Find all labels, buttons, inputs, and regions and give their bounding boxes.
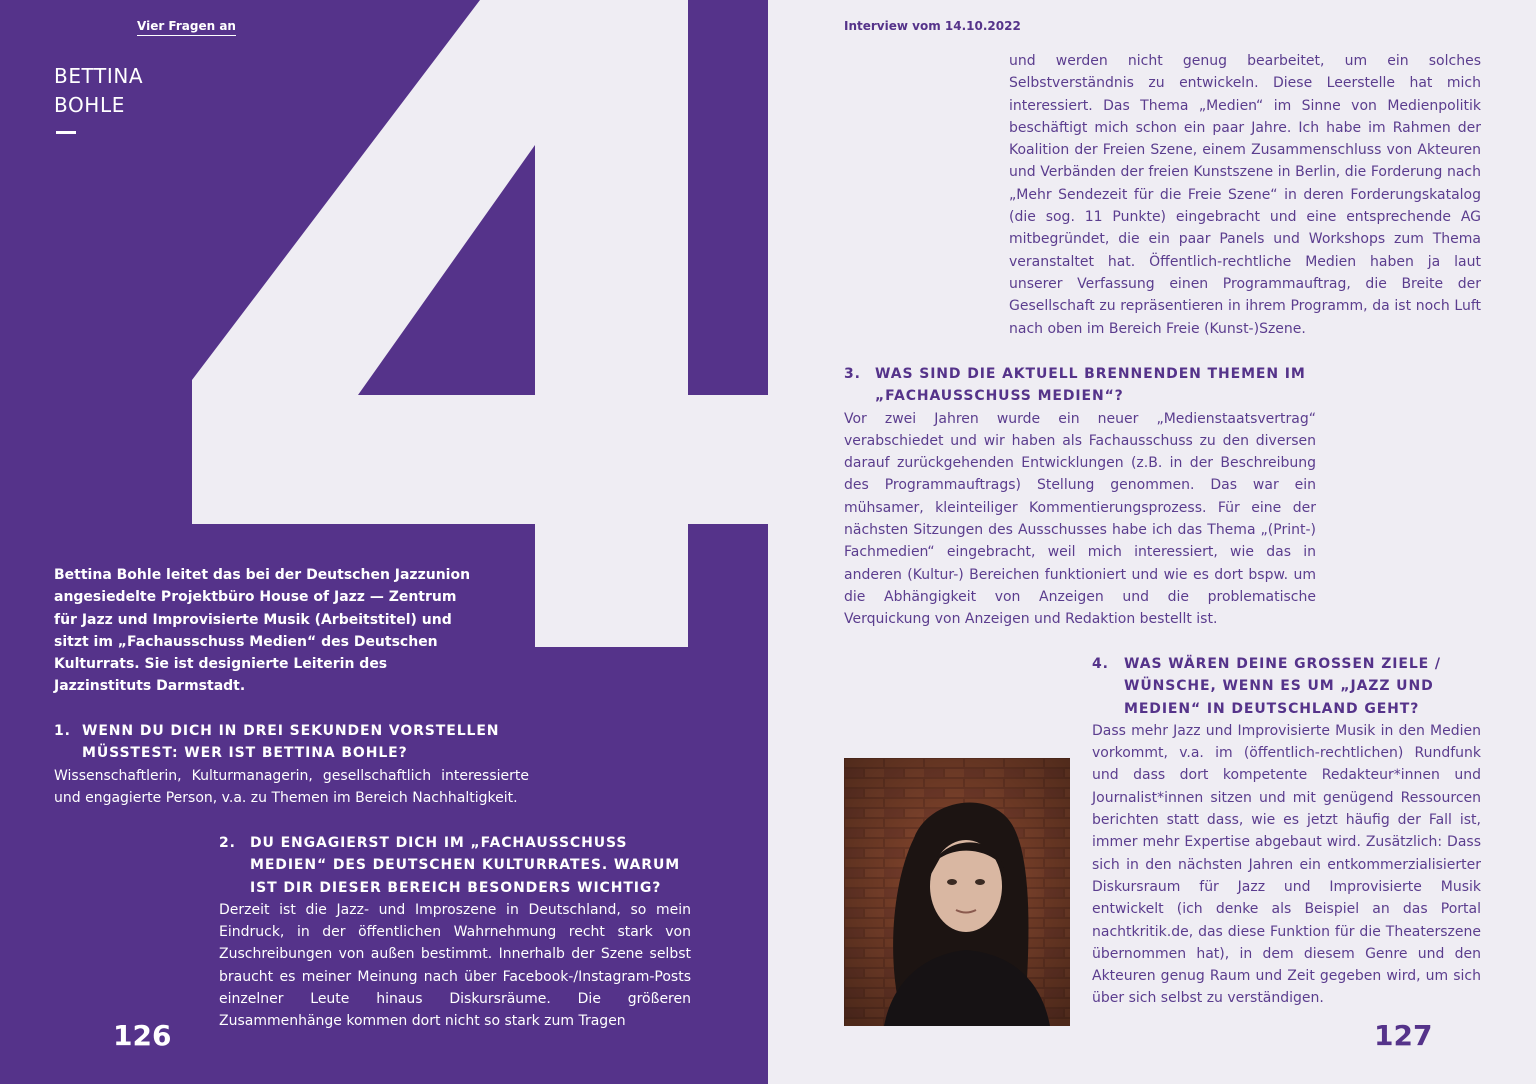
interview-date: Interview vom 14.10.2022 [844, 19, 1021, 33]
question-number: 4. [1092, 656, 1109, 672]
question-number: 3. [844, 366, 861, 382]
author-first-name: BETTINA [54, 64, 144, 88]
question-number: 1. [54, 723, 71, 739]
name-underline-dash [56, 131, 76, 134]
author-last-name: BOHLE [54, 93, 125, 117]
answer-text: Vor zwei Jahren wurde ein neuer „Medienstaatsvertrag“ verabschiedet und wir haben als Fachausschuss zu den diversen darauf zurückgehenden Entwicklungen (z.B. in der Beschreibung des Programmauftrags) Stellung genommen. Das war ein mühsamer, kleinteiliger Kommentierungsprozess. Für eine der nächsten Sitzungen des Ausschusses habe ich das Thema „(Print-) Fachmedien“ eingebracht, weil mich interessiert, wie das in anderen (Kultur-) Bereichen funktioniert und wie es dort bspw. um die Abhängigkeit von Anzeigen und die problematische Verquickung von Anzeigen und Redaktion bestellt ist. [844, 410, 1316, 628]
question-text: WAS WÄREN DEINE GROSSEN ZIELE / WÜNSCHE, WENN ES UM „JAZZ UND MEDIEN“ IN DEUTSCHLAND GEHT? [1124, 656, 1441, 717]
answer-text: Dass mehr Jazz und Improvisierte Musik in den Medien vorkommt, v.a. im (öffentlich-rechtlichen) Rundfunk und dass dort kompetente Redakteur*innen und Journalist*innen sitzen und mit genügend Ressourcen berichten statt dass, wie es jetzt häufig der Fall ist, immer mehr Expertise abgebaut wird. Zusätzlich: Dass sich in den nächsten Jahren ein entkommerzialisierter Diskursraum für Jazz und Improvisierte Musik entwickelt (ich denke als Beispiel an das Portal nachtkritik.de, das diese Funktion für die Theaterszene übernommen hat), in dem diesem Genre und den Akteuren genug Raum und Zeit gegeben wird, um sich über sich selbst zu verständigen. [1092, 722, 1481, 1007]
author-bio: Bettina Bohle leitet das bei der Deutschen Jazzunion angesiedelte Projektbüro House of Jazz — Zentrum für Jazz und Improvisierte Musik (Arbeitstitel) und sitzt im „Fachausschuss Medien“ des Deutschen Kulturrats. Sie ist designierte Leiterin des Jazzinstituts Darmstadt. [54, 567, 471, 695]
question-3 [844, 363, 1316, 631]
question-1 [54, 720, 529, 809]
question-3-heading [844, 363, 1316, 408]
portrait-photo [844, 758, 1070, 1026]
question-4-heading [1092, 653, 1481, 720]
question-1-heading [54, 720, 529, 765]
continuation-text: und werden nicht genug bearbeitet, um ein solches Selbstverständnis zu entwickeln. Diese Leerstelle hat mich interessiert. Das Thema „Medien“ im Sinne von Medienpolitik beschäftigt mich schon ein paar Jahre. Ich habe im Rahmen der Koalition der Freien Szene, einem Zusammenschluss von Akteuren und Verbänden der freien Kunstszene in Berlin, die Forderung nach „Mehr Sendezeit für die Freie Szene“ in deren Forderungskatalog (die sog. 11 Punkte) eingebracht und eine entsprechende AG mitbegründet, die ein paar Panels und Workshops zum Thema veranstaltet hat. Öffentlich-rechtliche Medien haben ja laut unserer Verfassung einen Programmauftrag, die Breite der Gesellschaft zu repräsentieren in ihrem Programm, da ist noch Luft nach oben im Bereich Freie (Kunst-)Szene. [1009, 53, 1481, 337]
question-text: WENN DU DICH IN DREI SEKUNDEN VORSTELLEN MÜSSTEST: WER IST BETTINA BOHLE? [82, 723, 500, 762]
question-2-heading [219, 832, 691, 899]
question-text: DU ENGAGIERST DICH IM „FACHAUSSCHUSS MEDIEN“ DES DEUTSCHEN KULTURRATES. WARUM IST DIR DIESER BEREICH BESONDERS WICHTIG? [250, 835, 681, 896]
answer-text: Wissenschaftlerin, Kulturmanagerin, gesellschaftlich interessierte und engagierte Person, v.a. zu Themen im Bereich Nachhaltigkeit. [54, 767, 529, 806]
question-text: WAS SIND DIE AKTUELL BRENNENDEN THEMEN IM „FACHAUSSCHUSS MEDIEN“? [875, 366, 1306, 405]
section-label: Vier Fragen an [137, 19, 236, 36]
author-name [54, 62, 143, 120]
question-4 [1092, 653, 1481, 1010]
page-number: 126 [113, 1019, 172, 1052]
question-number: 2. [219, 835, 236, 851]
right-page [768, 0, 1536, 1084]
answer-text: Derzeit ist die Jazz- und Improszene in Deutschland, so mein Eindruck, in der öffentlichen Wahrnehmung recht stark von Zuschreibungen von außen bestimmt. Innerhalb der Szene selbst braucht es meiner Meinung nach über Facebook-/Instagram-Posts einzelner Leute hinaus Diskursräume. Die größeren Zusammenhänge kommen dort nicht so stark zum Tragen [219, 901, 691, 1030]
page-number: 127 [1374, 1019, 1433, 1052]
question-2 [219, 832, 691, 1033]
